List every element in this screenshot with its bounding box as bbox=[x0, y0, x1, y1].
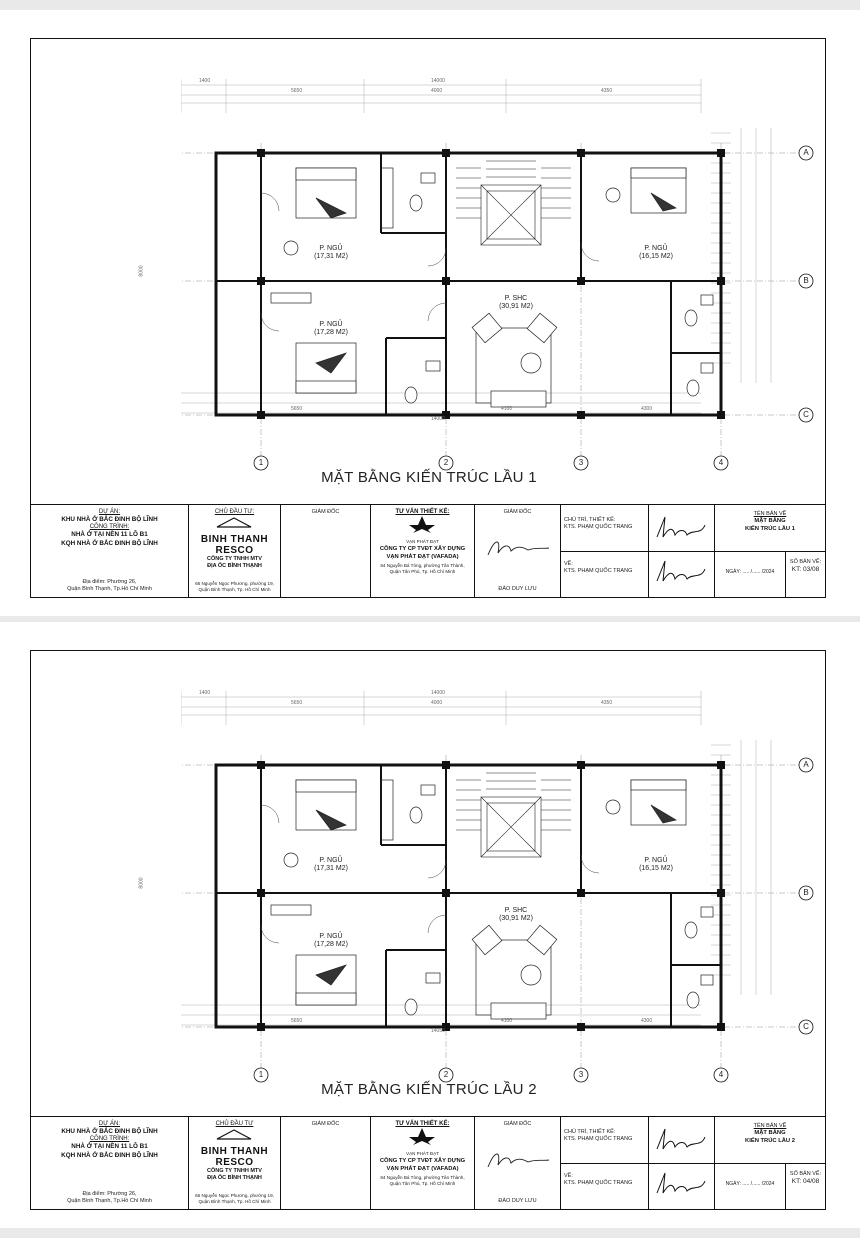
director-signature-icon bbox=[483, 1145, 553, 1175]
owner-logo-icon bbox=[189, 515, 279, 529]
dim-b2: 4100 bbox=[501, 1018, 513, 1024]
owner-company-2: ĐỊA ỐC BÌNH THẠNH bbox=[207, 563, 262, 569]
drawing-number-label: SỐ BẢN VẼ: bbox=[789, 1171, 822, 1177]
dim-b1: 5650 bbox=[291, 1018, 303, 1024]
drawing-frame bbox=[30, 650, 826, 1210]
axis-label-b: B bbox=[803, 888, 809, 897]
room-name: P. NGỦ bbox=[319, 933, 343, 940]
plan-title: MẶT BẰNG KIẾN TRÚC LẦU 1 bbox=[321, 469, 537, 486]
room-name: P. NGỦ bbox=[319, 321, 343, 328]
floor-plan-drawing bbox=[181, 685, 821, 1085]
dim-2: 4000 bbox=[431, 700, 443, 706]
owner-label: CHỦ ĐẦU TƯ bbox=[215, 1121, 254, 1127]
consultant-director-label: GIÁM ĐỐC bbox=[503, 509, 532, 515]
axis-label-a: A bbox=[803, 148, 809, 157]
lead-designer-name: KTS. PHẠM QUỐC TRANG bbox=[564, 524, 633, 530]
consultant-company-2: VẠN PHÁT ĐẠT (VAFADA) bbox=[386, 554, 459, 560]
dim-side: 8000 bbox=[138, 265, 145, 277]
room-name: P. SHC bbox=[504, 295, 528, 302]
axis-label-c: C bbox=[803, 1022, 809, 1031]
drawing-number: KT: 03/08 bbox=[791, 566, 820, 573]
plan-title: MẶT BẰNG KIẾN TRÚC LẦU 2 bbox=[321, 1081, 537, 1098]
consultant-address-2: Quận Tân Phú, Tp. Hồ Chí Minh bbox=[389, 1181, 456, 1186]
title-block bbox=[31, 1116, 825, 1209]
dim-1: 5650 bbox=[291, 88, 303, 94]
floor-plan-drawing bbox=[181, 73, 821, 473]
project-cell bbox=[31, 505, 189, 597]
project-name: KHU NHÀ Ở BẮC ĐINH BỘ LĨNH bbox=[61, 516, 158, 523]
consultant-address-1: 84 Nguyễn Bá Tòng, phường Tân Thành, bbox=[380, 1175, 465, 1180]
designer-cell bbox=[561, 505, 649, 597]
owner-director-label: GIÁM ĐỐC bbox=[311, 509, 340, 515]
owner-address-2: Quận Bình Thạnh, Tp. Hồ Chí Minh bbox=[198, 587, 271, 592]
owner-brand-2: RESCO bbox=[215, 545, 254, 556]
dim-3: 4350 bbox=[601, 88, 613, 94]
consultant-label: TƯ VẤN THIẾT KẾ: bbox=[395, 1121, 450, 1127]
drafter-signature-icon bbox=[653, 1169, 711, 1199]
drawing-info-cell bbox=[715, 1117, 825, 1209]
floor-plan bbox=[138, 73, 821, 473]
dim-bottom-total: 14050 bbox=[431, 1028, 445, 1034]
axis-label-1: 1 bbox=[258, 1070, 264, 1079]
consultant-director-name: ĐÀO DUY LƯU bbox=[498, 586, 537, 592]
room-area: (17,31 M2) bbox=[314, 253, 348, 260]
room-bedroom-2 bbox=[626, 245, 686, 261]
consultant-director-name: ĐÀO DUY LƯU bbox=[498, 1198, 537, 1204]
dim-b3: 4300 bbox=[641, 406, 653, 412]
axis-label-3: 3 bbox=[578, 458, 584, 467]
axis-label-c: C bbox=[803, 410, 809, 419]
drawing-name-1: MẶT BẰNG bbox=[754, 518, 786, 524]
owner-company-2: ĐỊA ỐC BÌNH THẠNH bbox=[207, 1175, 262, 1181]
consultant-logo-icon bbox=[371, 1127, 473, 1145]
room-bedroom-3 bbox=[301, 933, 361, 949]
drafter-label: VẼ: bbox=[564, 1173, 573, 1179]
owner-address-2: Quận Bình Thạnh, Tp. Hồ Chí Minh bbox=[198, 1199, 271, 1204]
owner-cell bbox=[189, 505, 281, 597]
signature-cell bbox=[649, 1117, 715, 1209]
consultant-address-2: Quận Tân Phú, Tp. Hồ Chí Minh bbox=[389, 569, 456, 574]
project-name: KHU NHÀ Ở BẮC ĐINH BỘ LĨNH bbox=[61, 1128, 158, 1135]
owner-company-1: CÔNG TY TNHH MTV bbox=[207, 1168, 262, 1174]
project-label: DỰ ÁN: bbox=[98, 1121, 121, 1127]
drafter-name: KTS. PHẠM QUỐC TRANG bbox=[564, 568, 633, 574]
consultant-label: TƯ VẤN THIẾT KẾ: bbox=[395, 509, 450, 515]
project-label: DỰ ÁN: bbox=[98, 509, 121, 515]
room-area: (30,91 M2) bbox=[499, 303, 533, 310]
dim-top-left: 1400 bbox=[199, 690, 211, 696]
project-cell bbox=[31, 1117, 189, 1209]
drawing-name-2: KIẾN TRÚC LẦU 1 bbox=[745, 526, 795, 532]
owner-address-1: 66 Nguyễn Ngọc Phương, phường 19, bbox=[195, 1193, 274, 1198]
axis-label-4: 4 bbox=[718, 1070, 724, 1079]
room-bedroom-3 bbox=[301, 321, 361, 337]
location-1: Địa điểm: Phường 26, bbox=[82, 1191, 137, 1197]
drafter-name: KTS. PHẠM QUỐC TRANG bbox=[564, 1180, 633, 1186]
room-living bbox=[486, 295, 546, 311]
consultant-company-2: VẠN PHÁT ĐẠT (VAFADA) bbox=[386, 1166, 459, 1172]
building-label: CÔNG TRÌNH: bbox=[89, 1136, 130, 1142]
building-name-1: NHÀ Ở TẠI NỀN 11 LÔ B1 bbox=[71, 1143, 148, 1150]
consultant-company-1: CÔNG TY CP TVĐT XÂY DỰNG bbox=[379, 1158, 466, 1164]
drafter-signature-icon bbox=[653, 557, 711, 587]
drawing-frame bbox=[30, 38, 826, 598]
owner-company-1: CÔNG TY TNHH MTV bbox=[207, 556, 262, 562]
room-bedroom-1 bbox=[301, 857, 361, 873]
owner-brand-1: BINH THANH bbox=[200, 534, 269, 545]
room-name: P. NGỦ bbox=[319, 245, 343, 252]
axis-label-b: B bbox=[803, 276, 809, 285]
consultant-company-1: CÔNG TY CP TVĐT XÂY DỰNG bbox=[379, 546, 466, 552]
owner-brand-1: BINH THANH bbox=[200, 1146, 269, 1157]
consultant-brand: VẠN PHÁT ĐẠT bbox=[406, 1151, 439, 1156]
room-bedroom-1 bbox=[301, 245, 361, 261]
dim-bottom-total: 14000 bbox=[431, 416, 445, 422]
building-label: CÔNG TRÌNH: bbox=[89, 524, 130, 530]
owner-brand-2: RESCO bbox=[215, 1157, 254, 1168]
lead-designer-name: KTS. PHẠM QUỐC TRANG bbox=[564, 1136, 633, 1142]
building-name-2: KQH NHÀ Ở BẮC ĐINH BỘ LĨNH bbox=[61, 1152, 158, 1159]
consultant-director-cell bbox=[475, 505, 561, 597]
dim-total: 14000 bbox=[431, 690, 445, 696]
room-area: (17,28 M2) bbox=[314, 329, 348, 336]
consultant-director-cell bbox=[475, 1117, 561, 1209]
drawing-sheet-1 bbox=[0, 10, 860, 616]
room-living bbox=[486, 907, 546, 923]
axis-label-3: 3 bbox=[578, 1070, 584, 1079]
drawing-number: KT: 04/08 bbox=[791, 1178, 820, 1185]
room-area: (16,15 M2) bbox=[639, 865, 673, 872]
axis-label-1: 1 bbox=[258, 458, 264, 467]
consultant-cell bbox=[371, 1117, 475, 1209]
axis-label-2: 2 bbox=[443, 458, 449, 467]
dim-3: 4350 bbox=[601, 700, 613, 706]
room-name: P. NGỦ bbox=[644, 245, 668, 252]
drawing-date: NGÀY: ..... /...... /2024 bbox=[725, 1181, 775, 1187]
owner-address-1: 66 Nguyễn Ngọc Phương, phường 19, bbox=[195, 581, 274, 586]
owner-logo-icon bbox=[189, 1127, 279, 1141]
consultant-address-1: 84 Nguyễn Bá Tòng, phường Tân Thành, bbox=[380, 563, 465, 568]
owner-director-cell bbox=[281, 1117, 371, 1209]
consultant-logo-icon bbox=[371, 515, 473, 533]
dim-b3: 4300 bbox=[641, 1018, 653, 1024]
title-block bbox=[31, 504, 825, 597]
consultant-cell bbox=[371, 505, 475, 597]
drafter-label: VẼ: bbox=[564, 561, 573, 567]
drawing-name-label: TÊN BẢN VẼ bbox=[753, 511, 787, 517]
drawing-sheet-2 bbox=[0, 622, 860, 1228]
drawing-number-label: SỐ BẢN VẼ: bbox=[789, 559, 822, 565]
room-name: P. SHC bbox=[504, 907, 528, 914]
owner-label: CHỦ ĐẦU TƯ: bbox=[214, 509, 255, 515]
location-2: Quận Bình Thạnh, Tp.Hồ Chí Minh bbox=[67, 586, 152, 592]
axis-label-2: 2 bbox=[443, 1070, 449, 1079]
lead-designer-label: CHỦ TRÌ, THIẾT KẾ: bbox=[564, 517, 616, 523]
owner-cell bbox=[189, 1117, 281, 1209]
dim-total: 14000 bbox=[431, 78, 445, 84]
location-1: Địa điểm: Phường 26, bbox=[82, 579, 137, 585]
dim-top-left: 1400 bbox=[199, 78, 211, 84]
location-2: Quận Bình Thạnh, Tp.Hồ Chí Minh bbox=[67, 1198, 152, 1204]
dim-b2: 4100 bbox=[501, 406, 513, 412]
dim-1: 5650 bbox=[291, 700, 303, 706]
room-area: (30,91 M2) bbox=[499, 915, 533, 922]
drawing-name-2: KIẾN TRÚC LẦU 2 bbox=[745, 1138, 795, 1144]
drawing-date: NGÀY: ..... /...... /2024 bbox=[725, 569, 775, 575]
dim-side: 8000 bbox=[138, 877, 145, 889]
consultant-brand: VẠN PHÁT ĐẠT bbox=[406, 539, 439, 544]
signature-cell bbox=[649, 505, 715, 597]
owner-director-cell bbox=[281, 505, 371, 597]
axis-label-a: A bbox=[803, 760, 809, 769]
room-bedroom-2 bbox=[626, 857, 686, 873]
dim-b1: 5650 bbox=[291, 406, 303, 412]
designer-signature-icon bbox=[653, 1125, 711, 1155]
room-area: (17,28 M2) bbox=[314, 941, 348, 948]
room-area: (17,31 M2) bbox=[314, 865, 348, 872]
owner-director-label: GIÁM ĐỐC bbox=[311, 1121, 340, 1127]
dim-2: 4000 bbox=[431, 88, 443, 94]
director-signature-icon bbox=[483, 533, 553, 563]
designer-signature-icon bbox=[653, 513, 711, 543]
floor-plan bbox=[138, 685, 821, 1085]
drawing-info-cell bbox=[715, 505, 825, 597]
room-area: (16,15 M2) bbox=[639, 253, 673, 260]
designer-cell bbox=[561, 1117, 649, 1209]
consultant-director-label: GIÁM ĐỐC bbox=[503, 1121, 532, 1127]
drawing-name-1: MẶT BẰNG bbox=[754, 1130, 786, 1136]
room-name: P. NGỦ bbox=[644, 857, 668, 864]
axis-label-4: 4 bbox=[718, 458, 724, 467]
drawing-name-label: TÊN BẢN VẼ bbox=[753, 1123, 787, 1129]
building-name-1: NHÀ Ở TẠI NỀN 11 LÔ B1 bbox=[71, 531, 148, 538]
building-name-2: KQH NHÀ Ở BẮC ĐINH BỘ LĨNH bbox=[61, 540, 158, 547]
room-name: P. NGỦ bbox=[319, 857, 343, 864]
lead-designer-label: CHỦ TRÌ, THIẾT KẾ: bbox=[564, 1129, 616, 1135]
